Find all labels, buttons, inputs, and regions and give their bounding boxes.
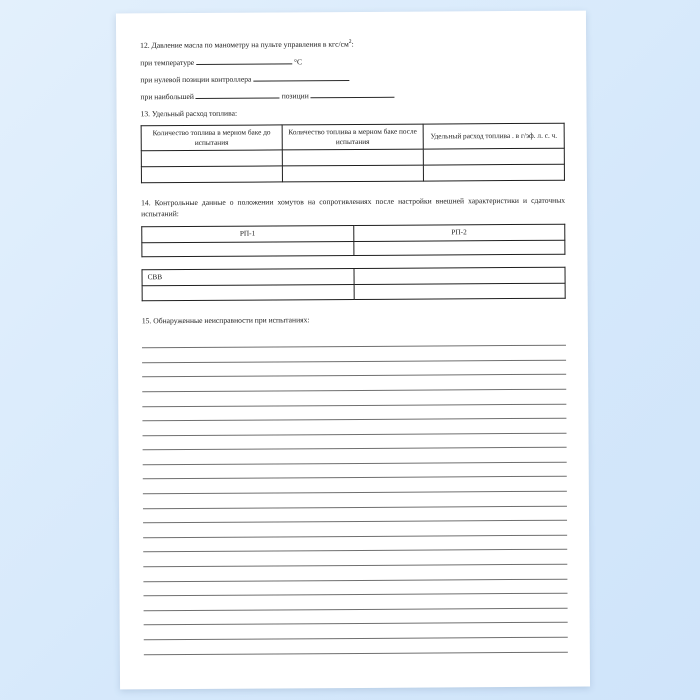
- section-14-title: 14. Контрольные данные о положении хомутов на сопротивлениях после настройки внешней характеристики и сдаточных испытаний:: [141, 195, 566, 218]
- table-cell[interactable]: [353, 240, 565, 255]
- max-position-label-a: при наибольшей: [140, 91, 194, 101]
- section-12-title-tail: :: [351, 39, 354, 49]
- svv-label-cell: СВВ: [142, 268, 354, 285]
- rp1-header-cell: РП-1: [142, 225, 354, 242]
- section-12-line-2: [140, 71, 564, 85]
- svv-table: [142, 266, 566, 301]
- temperature-fill-field[interactable]: [196, 56, 292, 65]
- section-12-line-1: [140, 54, 564, 68]
- max-position-fill-field-2[interactable]: [311, 89, 395, 98]
- table-cell[interactable]: [282, 165, 423, 182]
- table-header-row: [141, 123, 564, 151]
- section-12-title-text: 12. Давление масла по манометру на пульте управления в кгс/см: [140, 39, 349, 50]
- zero-position-label: при нулевой позиции контроллера: [140, 74, 252, 84]
- zero-position-fill-field[interactable]: [253, 73, 349, 82]
- fuel-consumption-table: [141, 122, 565, 183]
- table-cell[interactable]: [142, 241, 354, 256]
- document-content: [140, 37, 568, 655]
- section-12-line-3: [140, 88, 564, 102]
- rp2-header-cell: РП-2: [353, 224, 565, 241]
- temperature-unit: °С: [293, 56, 303, 66]
- table-row: [141, 164, 564, 183]
- faults-writing-lines: [142, 331, 568, 655]
- section-12-title-superscript: 2: [348, 39, 352, 46]
- temperature-label: при температуре: [140, 57, 195, 67]
- writing-line[interactable]: [144, 638, 568, 655]
- table-row: [142, 283, 565, 301]
- table-cell[interactable]: [282, 149, 423, 166]
- table-header-cell-2: Количество топлива в мерном баке после испытания: [282, 124, 423, 150]
- svv-value-cell[interactable]: [353, 267, 565, 284]
- section-12-title: [140, 37, 564, 51]
- table-cell[interactable]: [354, 283, 566, 299]
- table-row: [142, 240, 565, 257]
- max-position-fill-field-1[interactable]: [196, 90, 280, 99]
- table-header-cell-1: Количество топлива в мерном баке до испытания: [141, 124, 282, 150]
- max-position-label-b: позиции: [281, 90, 309, 100]
- table-cell[interactable]: [142, 284, 354, 300]
- section-15-title: 15. Обнаруженные неисправности при испытаниях:: [141, 314, 310, 325]
- resistor-clamps-table: [141, 223, 565, 257]
- table-header-cell-3: Удельный расход топлива . в г/эф. л. с. ч.: [423, 123, 564, 149]
- section-13-title: 13. Удельный расход топлива:: [140, 108, 238, 118]
- document-sheet: [116, 11, 590, 690]
- table-cell[interactable]: [141, 165, 282, 182]
- table-cell[interactable]: [423, 164, 564, 181]
- table-cell[interactable]: [423, 148, 564, 165]
- table-cell[interactable]: [141, 149, 282, 166]
